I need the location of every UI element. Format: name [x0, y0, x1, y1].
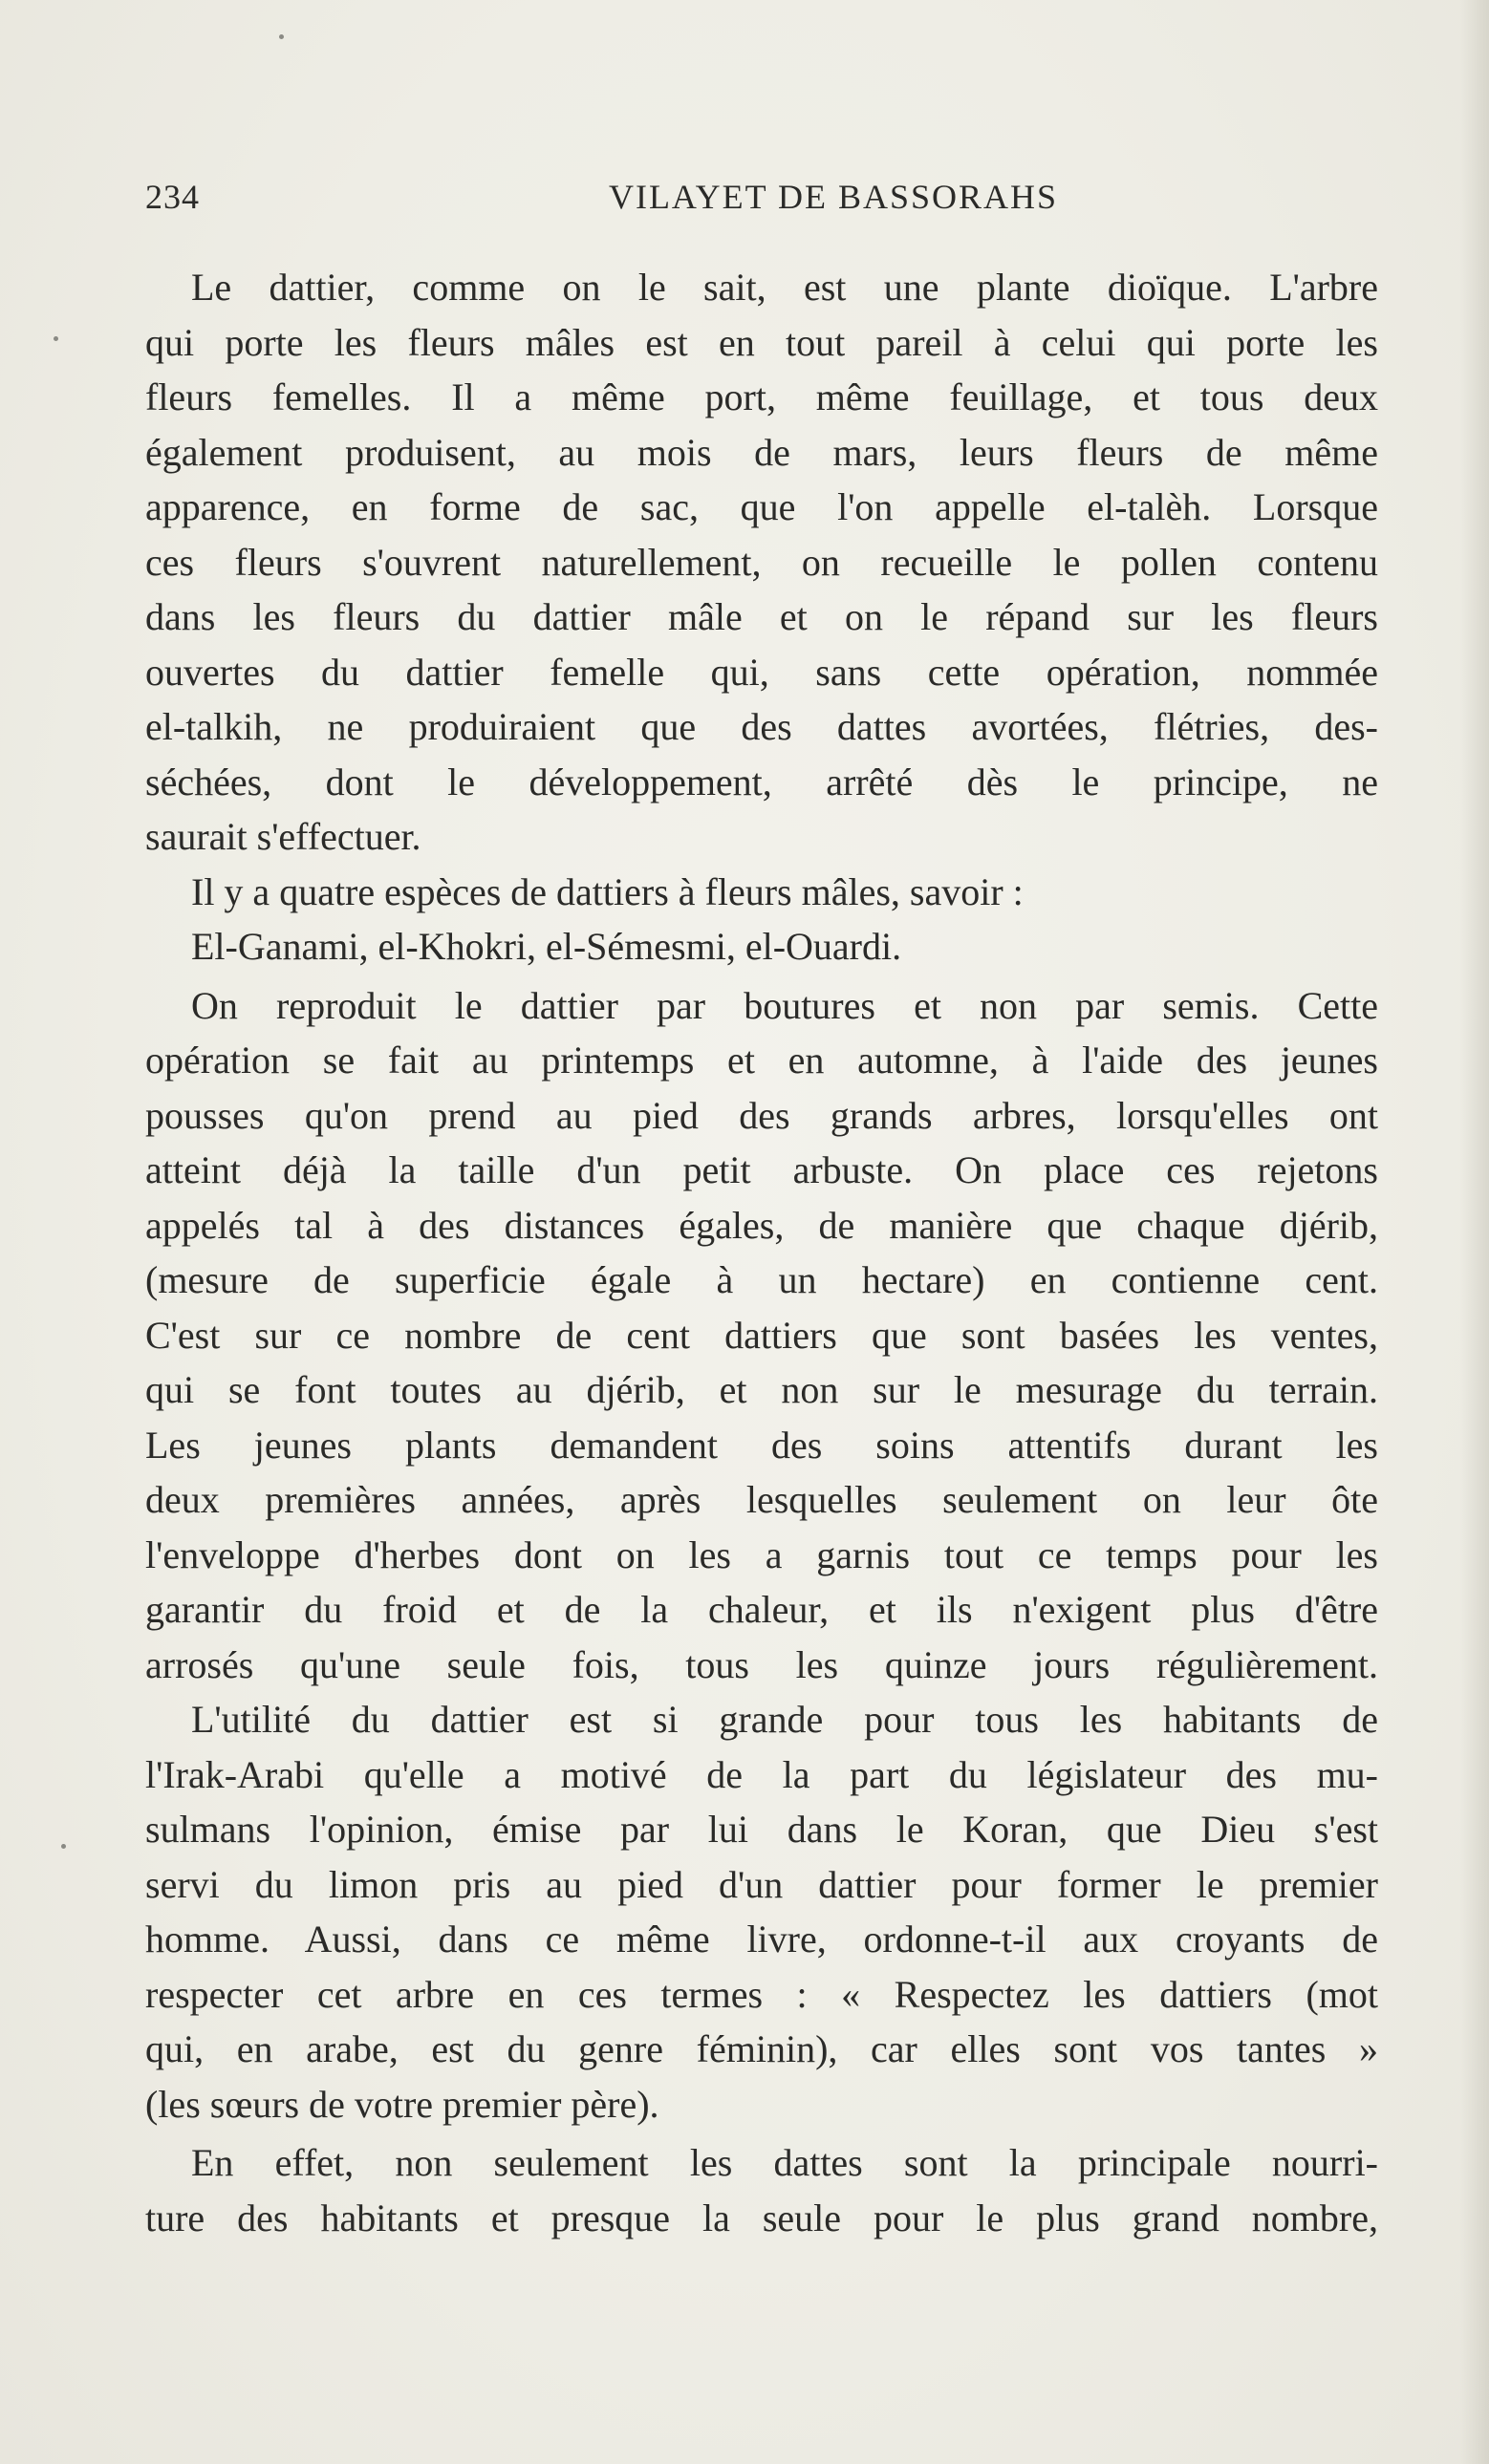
text-line: séchées, dont le développement, arrêté dès le principe, ne	[145, 760, 1378, 803]
text-line: deux premières années, après lesquelles seulement on leur ôte	[145, 1478, 1378, 1521]
text-line: En effet, non seulement les dattes sont la principale nourri-	[191, 2141, 1378, 2184]
text-line: garantir du froid et de la chaleur, et ils n'exigent plus d'être	[145, 1588, 1378, 1631]
text-line: El-Ganami, el-Khokri, el-Sémesmi, el-Ouardi.	[191, 925, 902, 968]
page-edge-shadow	[1460, 0, 1489, 2464]
text-line: ture des habitants et presque la seule pour le plus grand nombre,	[145, 2196, 1378, 2239]
running-title: VILAYET DE BASSORAHS	[608, 178, 1059, 216]
text-line: également produisent, au mois de mars, leurs fleurs de même	[145, 430, 1378, 474]
text-line: dans les fleurs du dattier mâle et on le répand sur les fleurs	[145, 595, 1378, 638]
page-number: 234	[145, 178, 200, 216]
text-line: L'utilité du dattier est si grande pour tous les habitants de	[191, 1698, 1378, 1741]
text-line: qui porte les fleurs mâles est en tout pareil à celui qui porte les	[145, 320, 1378, 364]
text-line: Il y a quatre espèces de dattiers à fleurs mâles, savoir :	[191, 869, 1024, 913]
text-line: (les sœurs de votre premier père).	[145, 2082, 659, 2126]
text-line: respecter cet arbre en ces termes : « Respectez les dattiers (mot	[145, 1972, 1378, 2016]
text-line: qui, en arabe, est du genre féminin), car elles sont vos tantes »	[145, 2027, 1378, 2070]
text-line: atteint déjà la taille d'un petit arbuste. On place ces rejetons	[145, 1148, 1378, 1191]
text-line: fleurs femelles. Il a même port, même feuillage, et tous deux	[145, 375, 1378, 418]
text-line: qui se font toutes au djérib, et non sur le mesurage du terrain.	[145, 1368, 1378, 1411]
text-line: saurait s'effectuer.	[145, 815, 421, 858]
speck-mark	[61, 1844, 66, 1849]
body-text	[145, 260, 1378, 2245]
text-line: sulmans l'opinion, émise par lui dans le Koran, que Dieu s'est	[145, 1808, 1378, 1851]
text-line: Les jeunes plants demandent des soins attentifs durant les	[145, 1423, 1378, 1467]
text-line: On reproduit le dattier par boutures et non par semis. Cette	[191, 983, 1378, 1027]
text-line: l'Irak-Arabi qu'elle a motivé de la part du législateur des mu-	[145, 1752, 1378, 1796]
text-line: homme. Aussi, dans ce même livre, ordonne-t-il aux croyants de	[145, 1918, 1378, 1960]
text-line: (mesure de superficie égale à un hectare) en contienne cent.	[145, 1258, 1378, 1301]
speck-mark	[54, 336, 58, 341]
page-header	[145, 177, 1378, 230]
speck-mark	[279, 34, 284, 39]
text-line: opération se fait au printemps et en automne, à l'aide des jeunes	[145, 1039, 1378, 1082]
text-line: el-talkih, ne produiraient que des dattes avortées, flétries, des-	[145, 705, 1378, 748]
text-line: ouvertes du dattier femelle qui, sans cette opération, nommée	[145, 650, 1378, 694]
text-line: l'enveloppe d'herbes dont on les a garnis tout ce temps pour les	[145, 1532, 1378, 1576]
text-line: pousses qu'on prend au pied des grands arbres, lorsqu'elles ont	[145, 1093, 1378, 1137]
text-line: appelés tal à des distances égales, de manière que chaque djérib,	[145, 1203, 1378, 1247]
text-line: Le dattier, comme on le sait, est une plante dioïque. L'arbre	[191, 266, 1378, 309]
text-line: apparence, en forme de sac, que l'on appelle el-talèh. Lorsque	[145, 485, 1378, 528]
text-line: arrosés qu'une seule fois, tous les quinze jours régulièrement.	[145, 1642, 1378, 1686]
text-line: servi du limon pris au pied d'un dattier pour former le premier	[145, 1862, 1378, 1906]
text-line: C'est sur ce nombre de cent dattiers que sont basées les ventes,	[145, 1313, 1378, 1357]
text-line: ces fleurs s'ouvrent naturellement, on recueille le pollen contenu	[145, 540, 1378, 584]
